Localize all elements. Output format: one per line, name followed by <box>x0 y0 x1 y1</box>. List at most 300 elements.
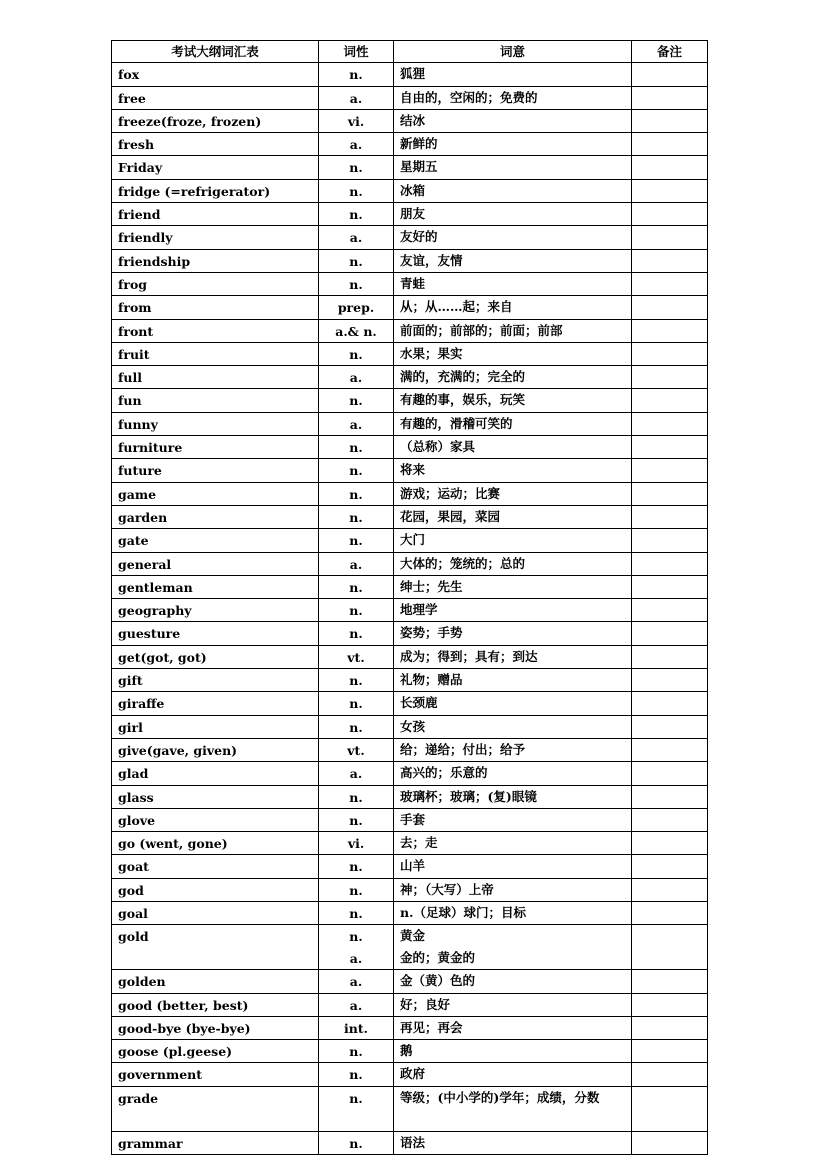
cell-word: friend <box>112 203 319 226</box>
meaning-line: 绅士；先生 <box>400 578 463 594</box>
cell-meaning <box>394 878 632 901</box>
table-row <box>112 296 708 319</box>
pos-line: n. <box>349 253 363 269</box>
meaning-line: 大门 <box>400 532 426 548</box>
cell-word: fox <box>112 63 319 86</box>
meaning-line: 将来 <box>400 462 426 478</box>
pos-line: n. <box>349 882 363 898</box>
cell-word: goat <box>112 855 319 878</box>
cell-meaning <box>394 808 632 831</box>
cell-note <box>632 669 708 692</box>
table-row <box>112 692 708 715</box>
cell-note <box>632 319 708 342</box>
cell-meaning <box>394 1086 632 1131</box>
cell-part-of-speech <box>319 832 394 855</box>
cell-word: get(got, got) <box>112 645 319 668</box>
pos-line: n. <box>349 1044 363 1060</box>
table-row <box>112 249 708 272</box>
cell-part-of-speech <box>319 738 394 761</box>
pos-line: n. <box>349 183 363 199</box>
cell-part-of-speech <box>319 109 394 132</box>
cell-word: gentleman <box>112 575 319 598</box>
table-row <box>112 436 708 459</box>
cell-meaning <box>394 179 632 202</box>
cell-meaning <box>394 1131 632 1154</box>
meaning-line: 星期五 <box>400 159 438 175</box>
table-row <box>112 901 708 924</box>
header-word: 考试大纲词汇表 <box>112 41 319 63</box>
cell-note <box>632 785 708 808</box>
pos-line: n. <box>349 509 363 525</box>
cell-part-of-speech <box>319 785 394 808</box>
cell-note <box>632 575 708 598</box>
meaning-line: 新鲜的 <box>400 136 438 152</box>
cell-part-of-speech <box>319 1063 394 1086</box>
meaning-line: 友谊，友情 <box>400 252 463 268</box>
cell-word: guesture <box>112 622 319 645</box>
cell-part-of-speech <box>319 1086 394 1131</box>
cell-note <box>632 366 708 389</box>
meaning-line: n.（足球）球门；目标 <box>400 904 526 920</box>
cell-meaning <box>394 272 632 295</box>
meaning-line: 友好的 <box>400 229 438 245</box>
cell-part-of-speech <box>319 901 394 924</box>
table-row <box>112 855 708 878</box>
cell-meaning <box>394 762 632 785</box>
meaning-line: 水果；果实 <box>400 345 463 361</box>
pos-line: n. <box>349 486 363 502</box>
meaning-line: 去；走 <box>400 835 438 851</box>
cell-word: government <box>112 1063 319 1086</box>
pos-line: a. <box>349 950 363 966</box>
cell-word: fridge (=refrigerator) <box>112 179 319 202</box>
pos-line: a. <box>349 137 363 153</box>
meaning-line: 长颈鹿 <box>400 695 438 711</box>
cell-part-of-speech <box>319 808 394 831</box>
cell-meaning <box>394 296 632 319</box>
table-row <box>112 1131 708 1154</box>
cell-word: fun <box>112 389 319 412</box>
meaning-line: 成为；得到；具有；到达 <box>400 648 538 664</box>
cell-note <box>632 389 708 412</box>
table-row <box>112 1016 708 1039</box>
cell-word: god <box>112 878 319 901</box>
table-row <box>112 1063 708 1086</box>
table-row <box>112 319 708 342</box>
meaning-line: 鹅 <box>400 1043 413 1059</box>
meaning-line: 金（黄）色的 <box>400 973 476 989</box>
cell-meaning <box>394 319 632 342</box>
pos-line: n. <box>349 160 363 176</box>
cell-note <box>632 855 708 878</box>
cell-word: general <box>112 552 319 575</box>
cell-note <box>632 459 708 482</box>
cell-note <box>632 505 708 528</box>
pos-line: vi. <box>347 836 365 852</box>
pos-line: prep. <box>337 300 375 316</box>
cell-note <box>632 482 708 505</box>
cell-word: giraffe <box>112 692 319 715</box>
pos-line: vt. <box>347 649 365 665</box>
meaning-line: 女孩 <box>400 718 426 734</box>
cell-note <box>632 1131 708 1154</box>
pos-line: n. <box>349 533 363 549</box>
cell-meaning <box>394 436 632 459</box>
cell-note <box>632 1016 708 1039</box>
table-row <box>112 925 708 970</box>
cell-word: go (went, gone) <box>112 832 319 855</box>
cell-word: geography <box>112 599 319 622</box>
table-row <box>112 993 708 1016</box>
meaning-line: 礼物；赠品 <box>400 672 463 688</box>
cell-meaning <box>394 342 632 365</box>
cell-part-of-speech <box>319 645 394 668</box>
cell-part-of-speech <box>319 1016 394 1039</box>
cell-word: good-bye (bye-bye) <box>112 1016 319 1039</box>
cell-part-of-speech <box>319 1040 394 1063</box>
cell-note <box>632 133 708 156</box>
cell-meaning <box>394 505 632 528</box>
pos-line: a. <box>349 556 363 572</box>
table-row <box>112 342 708 365</box>
cell-note <box>632 878 708 901</box>
table-row <box>112 575 708 598</box>
cell-part-of-speech <box>319 529 394 552</box>
cell-meaning <box>394 552 632 575</box>
cell-meaning <box>394 645 632 668</box>
table-row <box>112 482 708 505</box>
cell-note <box>632 226 708 249</box>
cell-word: front <box>112 319 319 342</box>
cell-meaning <box>394 412 632 435</box>
meaning-line: 神；（大写）上帝 <box>400 881 494 897</box>
pos-line: n. <box>349 276 363 292</box>
cell-note <box>632 715 708 738</box>
table-row <box>112 272 708 295</box>
cell-word: gold <box>112 925 319 970</box>
cell-note <box>632 622 708 645</box>
cell-word: give(gave, given) <box>112 738 319 761</box>
cell-meaning <box>394 832 632 855</box>
cell-note <box>632 925 708 970</box>
cell-note <box>632 1063 708 1086</box>
meaning-line: 语法 <box>400 1134 426 1150</box>
cell-note <box>632 1086 708 1131</box>
cell-part-of-speech <box>319 63 394 86</box>
meaning-line: 青蛙 <box>400 275 426 291</box>
table-row <box>112 878 708 901</box>
meaning-line: 花园，果园，菜园 <box>400 508 501 524</box>
cell-word: frog <box>112 272 319 295</box>
cell-word: friendship <box>112 249 319 272</box>
table-row <box>112 552 708 575</box>
cell-meaning <box>394 529 632 552</box>
cell-part-of-speech <box>319 226 394 249</box>
meaning-line: 金的；黄金的 <box>400 949 476 965</box>
pos-line: n. <box>349 579 363 595</box>
pos-line: n. <box>349 626 363 642</box>
header-part-of-speech: 词性 <box>319 41 394 63</box>
cell-note <box>632 63 708 86</box>
table-row <box>112 529 708 552</box>
table-body <box>112 63 708 1155</box>
cell-part-of-speech <box>319 436 394 459</box>
pos-line: n. <box>349 463 363 479</box>
cell-word: gift <box>112 669 319 692</box>
meaning-line: 玻璃杯；玻璃；(复)眼镜 <box>400 788 537 804</box>
pos-line: n. <box>349 603 363 619</box>
cell-part-of-speech <box>319 319 394 342</box>
meaning-line: 游戏；运动；比赛 <box>400 485 501 501</box>
meaning-line: 有趣的事，娱乐，玩笑 <box>400 392 526 408</box>
cell-meaning <box>394 715 632 738</box>
cell-note <box>632 436 708 459</box>
cell-meaning <box>394 855 632 878</box>
pos-line: n. <box>349 673 363 689</box>
cell-note <box>632 203 708 226</box>
table-row <box>112 459 708 482</box>
meaning-line: 有趣的，滑稽可笑的 <box>400 415 513 431</box>
pos-line: vt. <box>347 742 365 758</box>
table-row <box>112 622 708 645</box>
cell-part-of-speech <box>319 505 394 528</box>
pos-line: n. <box>349 719 363 735</box>
cell-part-of-speech <box>319 622 394 645</box>
cell-part-of-speech <box>319 692 394 715</box>
pos-line: n. <box>349 1090 363 1106</box>
cell-note <box>632 599 708 622</box>
table-row <box>112 505 708 528</box>
pos-line: vi. <box>347 113 365 129</box>
pos-line: n. <box>349 929 363 945</box>
cell-word: fresh <box>112 133 319 156</box>
cell-meaning <box>394 692 632 715</box>
cell-word: glove <box>112 808 319 831</box>
cell-note <box>632 552 708 575</box>
cell-word: good (better, best) <box>112 993 319 1016</box>
cell-word: grade <box>112 1086 319 1131</box>
meaning-line: 姿势；手势 <box>400 625 463 641</box>
pos-line: n. <box>349 1067 363 1083</box>
meaning-line: 等级；(中小学的)学年；成绩，分数 <box>400 1089 600 1105</box>
meaning-line: 高兴的；乐意的 <box>400 765 488 781</box>
cell-part-of-speech <box>319 482 394 505</box>
cell-part-of-speech <box>319 970 394 993</box>
meaning-line: 大体的；笼统的；总的 <box>400 555 526 571</box>
meaning-line: 地理学 <box>400 602 438 618</box>
pos-line: n. <box>349 696 363 712</box>
cell-note <box>632 832 708 855</box>
cell-part-of-speech <box>319 249 394 272</box>
cell-word: full <box>112 366 319 389</box>
meaning-line: （总称）家具 <box>400 439 476 455</box>
header-meaning: 词意 <box>394 41 632 63</box>
cell-note <box>632 738 708 761</box>
cell-meaning <box>394 249 632 272</box>
cell-meaning <box>394 133 632 156</box>
table-row <box>112 226 708 249</box>
table-row <box>112 1040 708 1063</box>
pos-line: n. <box>349 207 363 223</box>
cell-note <box>632 645 708 668</box>
pos-line: a. <box>349 370 363 386</box>
cell-meaning <box>394 925 632 970</box>
cell-part-of-speech <box>319 715 394 738</box>
cell-meaning <box>394 622 632 645</box>
cell-note <box>632 993 708 1016</box>
cell-word: goal <box>112 901 319 924</box>
cell-meaning <box>394 366 632 389</box>
cell-meaning <box>394 389 632 412</box>
cell-meaning <box>394 109 632 132</box>
cell-part-of-speech <box>319 878 394 901</box>
table-row <box>112 808 708 831</box>
cell-part-of-speech <box>319 412 394 435</box>
cell-part-of-speech <box>319 389 394 412</box>
cell-note <box>632 86 708 109</box>
meaning-line: 朋友 <box>400 206 426 222</box>
cell-part-of-speech <box>319 762 394 785</box>
meaning-line: 冰箱 <box>400 182 426 198</box>
pos-line: n. <box>349 67 363 83</box>
cell-word: gate <box>112 529 319 552</box>
cell-note <box>632 272 708 295</box>
cell-part-of-speech <box>319 179 394 202</box>
table-row <box>112 645 708 668</box>
table-row <box>112 389 708 412</box>
meaning-line: 再见；再会 <box>400 1019 463 1035</box>
cell-part-of-speech <box>319 366 394 389</box>
cell-meaning <box>394 1016 632 1039</box>
cell-word: furniture <box>112 436 319 459</box>
table-header-row <box>112 41 708 63</box>
table-row <box>112 738 708 761</box>
pos-line: n. <box>349 812 363 828</box>
table-row <box>112 1086 708 1131</box>
table-row <box>112 715 708 738</box>
cell-meaning <box>394 599 632 622</box>
cell-word: game <box>112 482 319 505</box>
cell-word: goose (pl.geese) <box>112 1040 319 1063</box>
cell-part-of-speech <box>319 599 394 622</box>
cell-meaning <box>394 459 632 482</box>
cell-word: glass <box>112 785 319 808</box>
cell-note <box>632 156 708 179</box>
table-row <box>112 133 708 156</box>
cell-word: girl <box>112 715 319 738</box>
cell-note <box>632 412 708 435</box>
cell-part-of-speech <box>319 203 394 226</box>
pos-line: n. <box>349 905 363 921</box>
pos-line: a. <box>349 997 363 1013</box>
cell-meaning <box>394 575 632 598</box>
meaning-line: 狐狸 <box>400 66 426 82</box>
cell-part-of-speech <box>319 459 394 482</box>
table-row <box>112 179 708 202</box>
cell-meaning <box>394 970 632 993</box>
cell-part-of-speech <box>319 86 394 109</box>
pos-line: n. <box>349 859 363 875</box>
pos-line: a. <box>349 974 363 990</box>
cell-part-of-speech <box>319 342 394 365</box>
pos-line: int. <box>344 1020 368 1036</box>
cell-word: friendly <box>112 226 319 249</box>
pos-line: a. <box>349 766 363 782</box>
cell-word: fruit <box>112 342 319 365</box>
cell-meaning <box>394 1040 632 1063</box>
cell-part-of-speech <box>319 855 394 878</box>
cell-word: free <box>112 86 319 109</box>
cell-meaning <box>394 669 632 692</box>
table-row <box>112 970 708 993</box>
cell-part-of-speech <box>319 552 394 575</box>
cell-meaning <box>394 156 632 179</box>
cell-note <box>632 970 708 993</box>
cell-note <box>632 249 708 272</box>
meaning-line: 政府 <box>400 1066 426 1082</box>
cell-word: golden <box>112 970 319 993</box>
meaning-line: 从；从……起；来自 <box>400 299 513 315</box>
cell-meaning <box>394 993 632 1016</box>
pos-line: a.& n. <box>335 323 377 339</box>
meaning-line: 自由的，空闲的；免费的 <box>400 89 538 105</box>
meaning-line: 好；良好 <box>400 996 451 1012</box>
cell-word: glad <box>112 762 319 785</box>
cell-note <box>632 179 708 202</box>
table-row <box>112 832 708 855</box>
table-row <box>112 63 708 86</box>
pos-line: n. <box>349 1135 363 1151</box>
meaning-line: 山羊 <box>400 858 426 874</box>
pos-line: n. <box>349 789 363 805</box>
cell-word: freeze(froze, frozen) <box>112 109 319 132</box>
cell-word: Friday <box>112 156 319 179</box>
cell-meaning <box>394 203 632 226</box>
pos-line: a. <box>349 230 363 246</box>
table-row <box>112 156 708 179</box>
cell-note <box>632 901 708 924</box>
table-row <box>112 762 708 785</box>
vocabulary-table <box>111 40 708 1155</box>
cell-word: funny <box>112 412 319 435</box>
meaning-line: 满的，充满的；完全的 <box>400 369 526 385</box>
meaning-line: 给；递给；付出；给予 <box>400 741 526 757</box>
cell-note <box>632 762 708 785</box>
table-row <box>112 109 708 132</box>
cell-note <box>632 529 708 552</box>
cell-note <box>632 808 708 831</box>
cell-note <box>632 692 708 715</box>
cell-note <box>632 109 708 132</box>
cell-meaning <box>394 785 632 808</box>
meaning-line: 前面的；前部的；前面；前部 <box>400 322 563 338</box>
pos-line: n. <box>349 393 363 409</box>
cell-part-of-speech <box>319 156 394 179</box>
table-row <box>112 203 708 226</box>
cell-part-of-speech <box>319 272 394 295</box>
cell-word: garden <box>112 505 319 528</box>
table-row <box>112 785 708 808</box>
table-row <box>112 669 708 692</box>
cell-meaning <box>394 226 632 249</box>
table-row <box>112 366 708 389</box>
cell-meaning <box>394 86 632 109</box>
cell-note <box>632 296 708 319</box>
meaning-line: 结冰 <box>400 112 426 128</box>
cell-part-of-speech <box>319 993 394 1016</box>
table-row <box>112 599 708 622</box>
pos-line: n. <box>349 346 363 362</box>
